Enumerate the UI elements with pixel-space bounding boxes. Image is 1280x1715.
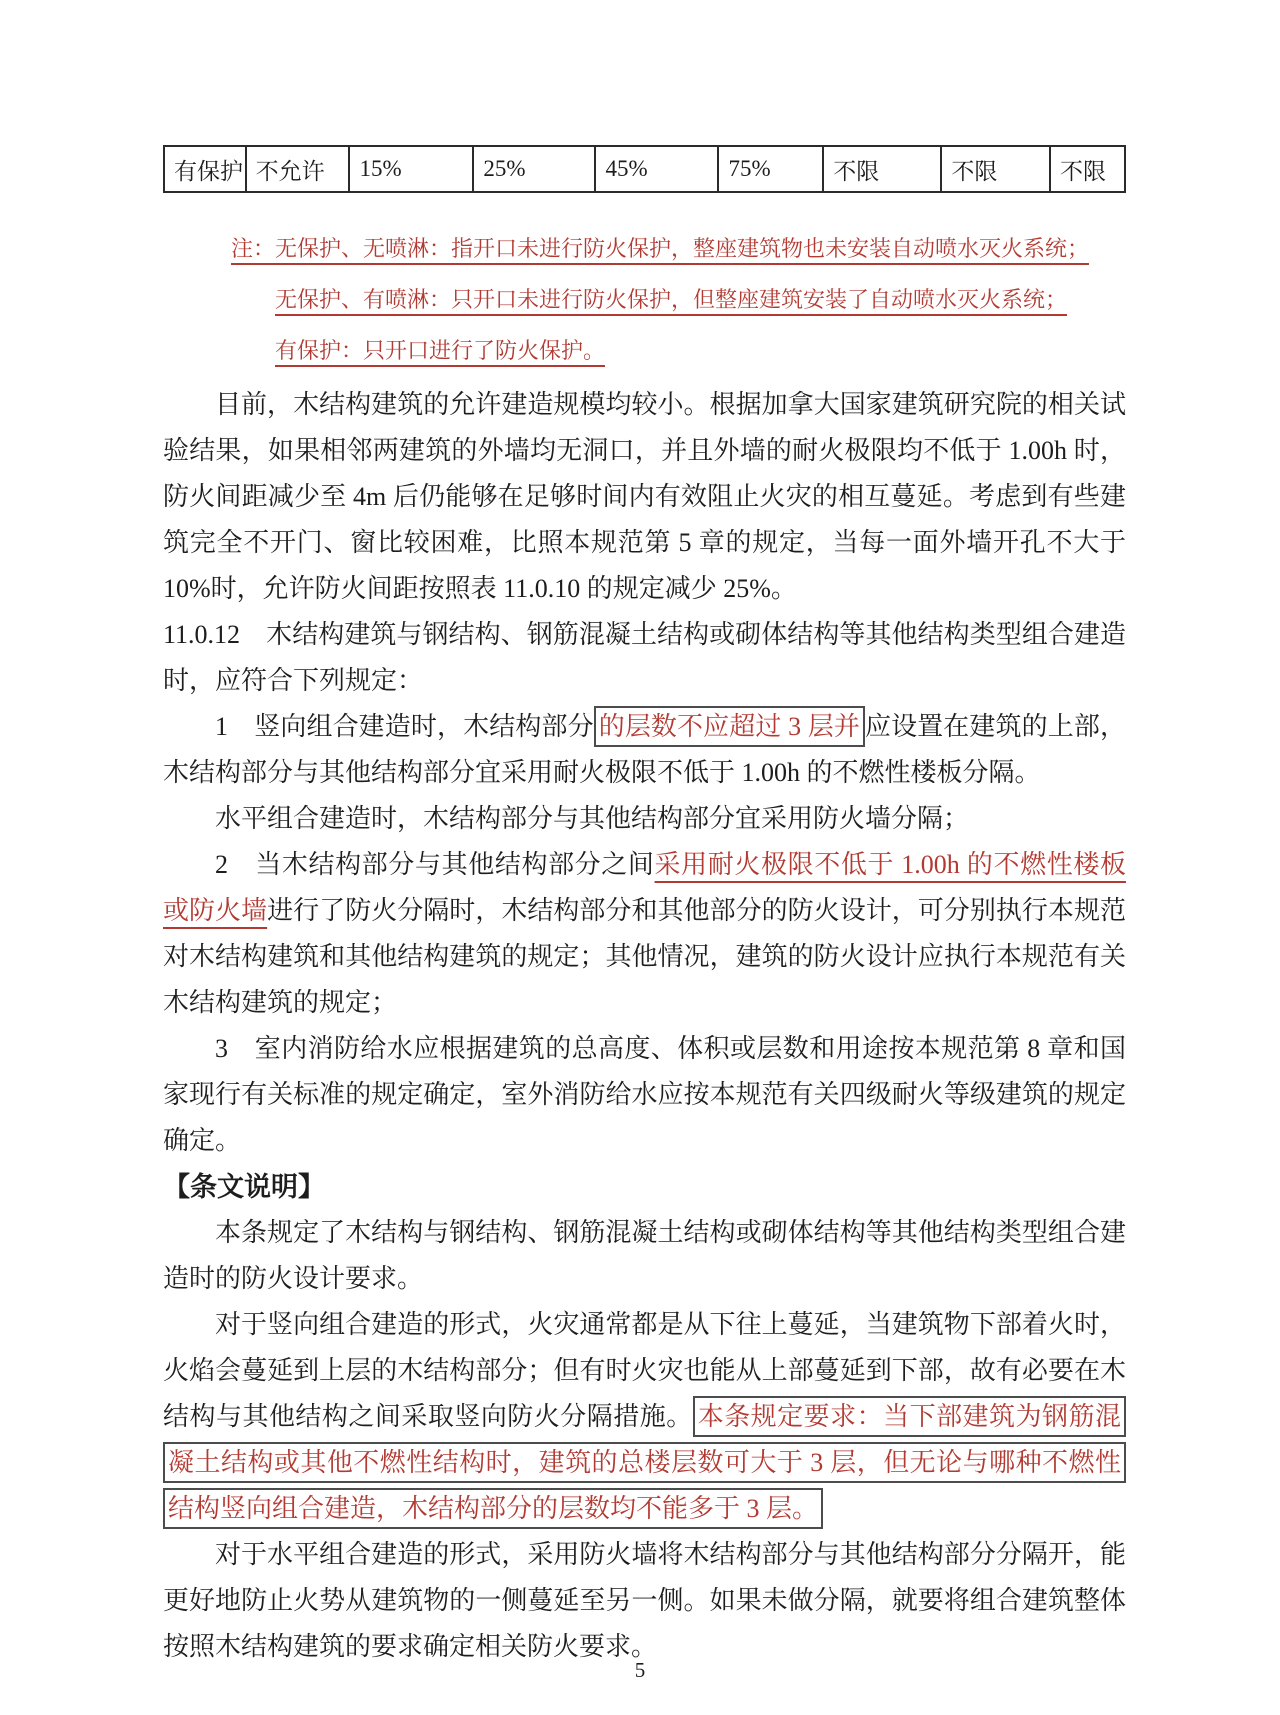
fire-protection-table-row <box>163 145 1126 193</box>
table-cell: 45% <box>595 146 718 192</box>
table-cell: 15% <box>349 146 473 192</box>
text-segment: 本条规定了木结构与钢结构、钢筋混凝土结构或砌体结构等其他结构类型组合建造时的防火设计要求。 <box>163 1218 1126 1293</box>
text-segment: 11.0.12 木结构建筑与钢结构、钢筋混凝土结构或砌体结构等其他结构类型组合建造时，应符合下列规定： <box>163 620 1126 695</box>
table-notes <box>231 223 1126 376</box>
note-prefix <box>231 325 275 376</box>
text-segment: 2 当木结构部分与其他结构部分之间 <box>215 850 655 879</box>
section-heading <box>163 1164 1126 1210</box>
text-segment: 目前，木结构建筑的允许建造规模均较小。根据加拿大国家建筑研究院的相关试验结果，如果相邻两建筑的外墙均无洞口，并且外墙的耐火极限均不低于 1.00h 时，防火间距减少至 4m 后仍能够在足够时间内有效阻止火灾的相互蔓延。考虑到有些建筑完全不开门、窗比较困难，比照本规范第 5 章的规定，当每一面外墙开孔不大于 10%时，允许防火间距按照表 11.0.10 的规定减少 25%。 <box>163 390 1126 603</box>
page-content <box>163 145 1126 1670</box>
text-segment: 3 室内消防给水应根据建筑的总高度、体积或层数和用途按本规范第 8 章和国家现行有关标准的规定确定，室外消防给水应按本规范有关四级耐火等级建筑的规定确定。 <box>163 1034 1126 1155</box>
table-cell: 有保护 <box>164 146 246 192</box>
text-segment: 进行了防火分隔时，木结构部分和其他部分的防火设计，可分别执行本规范对木结构建筑和其他结构建筑的规定；其他情况，建筑的防火设计应执行本规范有关木结构建筑的规定； <box>163 896 1126 1017</box>
paragraph <box>163 1532 1126 1670</box>
table-cell: 25% <box>473 146 595 192</box>
note-line <box>231 325 1126 376</box>
text-segment: 应设置在建筑的上部，木结构部分与其他结构部分宜采用耐火极限不低于 1.00h 的不燃性楼板分隔。 <box>163 712 1126 787</box>
note-prefix: 注： <box>231 236 276 261</box>
table-cell: 75% <box>718 146 823 192</box>
table-cell: 不允许 <box>246 146 350 192</box>
boxed-red-text: 本条规定要求：当下部建筑为钢筋混凝土结构或其他不燃性结构时，建筑的总楼层数可大于 3 层，但无论与哪种不燃性结构竖向组合建造，木结构部分的层数均不能多于 3 层。 <box>163 1396 1126 1529</box>
note-text: 无保护、无喷淋：指开口未进行防火保护，整座建筑物也未安装自动喷水灭火系统； <box>275 236 1090 261</box>
paragraph <box>163 1302 1126 1532</box>
paragraph <box>163 382 1126 612</box>
table-row <box>164 146 1125 192</box>
table-cell: 不限 <box>1050 146 1125 192</box>
underlined-red-text: 采用耐火极限不低于 1.00h 的不燃性楼板或防火墙 <box>163 850 1126 925</box>
boxed-red-text: 的层数不应超过 3 层并 <box>594 706 865 747</box>
paragraph <box>163 1026 1126 1164</box>
paragraph <box>163 704 1126 796</box>
text-segment: 【条文说明】 <box>163 1172 325 1202</box>
paragraph <box>163 842 1126 1026</box>
note-line <box>231 223 1126 274</box>
text-segment: 对于水平组合建造的形式，采用防火墙将木结构部分与其他结构部分分隔开，能更好地防止火势从建筑物的一侧蔓延至另一侧。如果未做分隔，就要将组合建筑整体按照木结构建筑的要求确定相关防火要求。 <box>163 1540 1126 1661</box>
paragraph <box>163 796 1126 842</box>
paragraph <box>163 612 1126 704</box>
table-cell: 不限 <box>823 146 941 192</box>
text-segment: 1 竖向组合建造时，木结构部分 <box>215 712 594 741</box>
text-segment: 对于竖向组合建造的形式，火灾通常都是从下往上蔓延，当建筑物下部着火时，火焰会蔓延到上层的木结构部分；但有时火灾也能从上部蔓延到下部，故有必要在木结构与其他结构之间采取竖向防火分隔措施。 <box>163 1310 1126 1431</box>
note-prefix <box>231 274 275 325</box>
table-cell: 不限 <box>941 146 1050 192</box>
note-line <box>231 274 1126 325</box>
body-paragraphs <box>163 382 1126 1670</box>
paragraph <box>163 1210 1126 1302</box>
note-text: 有保护：只开口进行了防火保护。 <box>275 338 606 363</box>
note-text: 无保护、有喷淋：只开口未进行防火保护，但整座建筑安装了自动喷水灭火系统； <box>275 287 1068 312</box>
text-segment: 水平组合建造时，木结构部分与其他结构部分宜采用防火墙分隔； <box>215 804 970 833</box>
page-number: 5 <box>634 1658 646 1682</box>
